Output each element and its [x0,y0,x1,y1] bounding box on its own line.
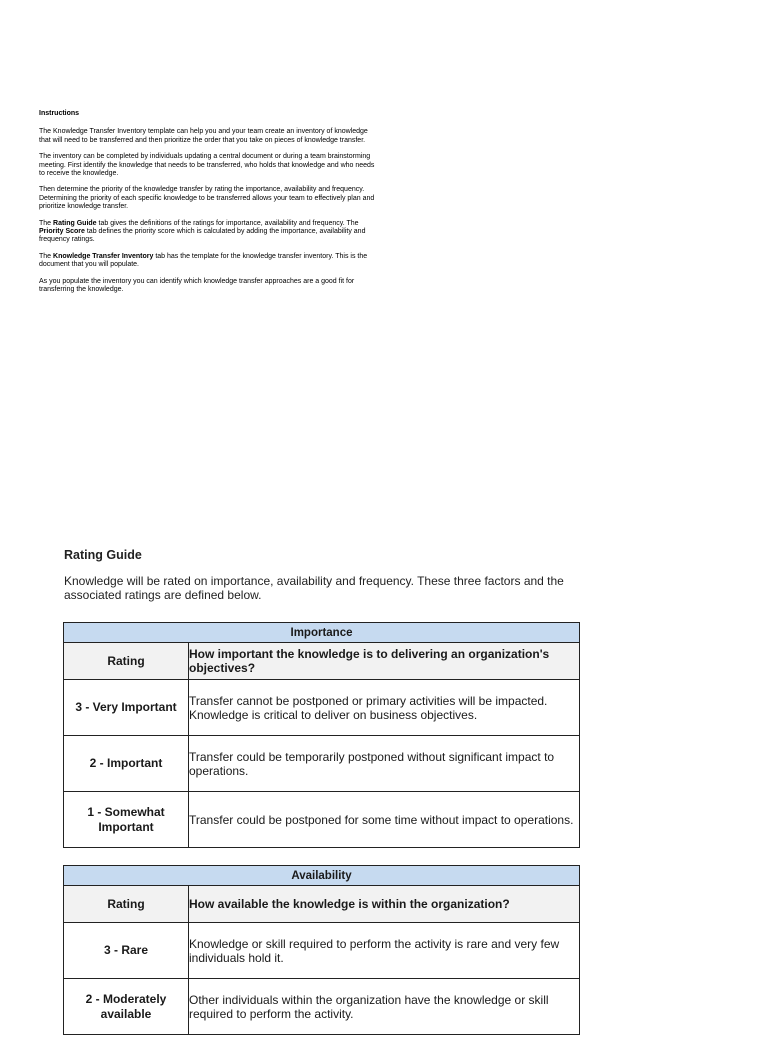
instructions-paragraph-1: The Knowledge Transfer Inventory template can help you and your team create an inventory of knowledge that will need to be transferred and then prioritize the order that you take on pieces of knowledge transfer. [39,128,368,144]
table-row [64,923,580,979]
importance-rating-2: 2 - Important [64,736,189,792]
table-row [64,792,580,848]
availability-header: Availability [64,866,580,886]
table-row [64,979,580,1035]
table-row [64,680,580,736]
availability-rating-3: 3 - Rare [64,923,189,979]
importance-header: Importance [64,623,580,643]
instructions-paragraph-2: The inventory can be completed by individuals updating a central document or during a team brainstorming meeting. First identify the knowledge that needs to be transferred, who holds that knowledge and who needs to receive the knowledge. [39,153,375,178]
priority-score-tab-ref: Priority Score [39,228,85,236]
importance-question: How important the knowledge is to delivering an organization's objectives? [189,643,580,680]
rating-guide-intro: Knowledge will be rated on importance, availability and frequency. These three factors and the associated ratings are defined below. [64,574,564,602]
availability-question: How available the knowledge is within the organization? [189,886,580,923]
importance-desc-2: Transfer could be temporarily postponed without significant impact to operations. [189,736,580,792]
p4-post: tab defines the priority score which is calculated by adding the importance, availability and frequency ratings. [39,228,366,244]
rating-guide-title: Rating Guide [64,548,142,562]
instructions-paragraph-5 [39,253,379,270]
p4-mid: tab gives the definitions of the ratings for importance, availability and frequency. The [96,219,359,227]
instructions-paragraph-4 [39,220,379,245]
instructions-block [39,110,379,303]
p5-pre: The [39,252,54,260]
p4-pre: The [39,219,54,227]
instructions-paragraph-3: Then determine the priority of the knowledge transfer by rating the importance, availability and frequency. Determining the priority of each specific knowledge to be transferred allows your team to effectively plan and prioritize knowledge transfer. [39,186,375,211]
importance-desc-1: Transfer could be postponed for some time without impact to operations. [189,792,580,848]
importance-rating-3: 3 - Very Important [64,680,189,736]
importance-table [63,622,580,848]
availability-desc-3: Knowledge or skill required to perform the activity is rare and very few individuals hold it. [189,923,580,979]
p5-post: tab has the template for the knowledge transfer inventory. This is the document that you will populate. [39,252,368,269]
importance-rating-label: Rating [64,643,189,680]
availability-desc-2: Other individuals within the organization have the knowledge or skill required to perform the activity. [189,979,580,1035]
availability-rating-label: Rating [64,886,189,923]
rating-guide-tab-ref: Rating Guide [53,219,97,227]
availability-table [63,865,580,1035]
inventory-tab-ref: Knowledge Transfer Inventory [53,252,154,260]
rating-guide-section [63,548,583,1052]
importance-rating-1: 1 - Somewhat Important [64,792,189,848]
instructions-title: Instructions [39,110,80,117]
table-row [64,736,580,792]
instructions-paragraph-6: As you populate the inventory you can identify which knowledge transfer approaches are a good fit for transferring the knowledge. [39,277,355,294]
availability-rating-2: 2 - Moderately available [64,979,189,1035]
importance-desc-3: Transfer cannot be postponed or primary activities will be impacted. Knowledge is critical to deliver on business objectives. [189,680,580,736]
